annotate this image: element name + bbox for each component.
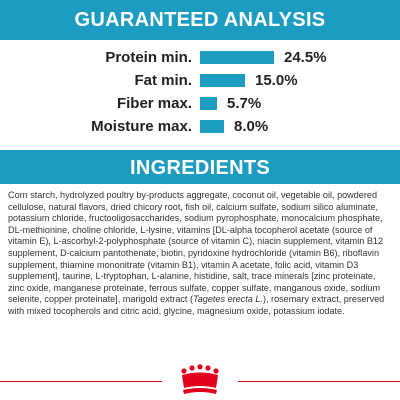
guaranteed-analysis-title: GUARANTEED ANALYSIS <box>74 9 326 31</box>
ingredients-text-latin-name: Tagetes erecta L. <box>193 294 263 305</box>
fiber-label: Fiber max. <box>116 95 192 112</box>
fat-bar <box>200 74 245 87</box>
fat-value: 15.0% <box>255 72 298 89</box>
protein-label: Protein min. <box>105 49 192 66</box>
moisture-label: Moisture max. <box>91 118 192 135</box>
footer-divider-right <box>238 381 400 382</box>
analysis-row-fat <box>0 71 400 91</box>
ingredients-text-main: Corn starch, hydrolyzed poultry by-products aggregate, coconut oil, vegetable oil, powdered cellulose, natural flavors, dried chicory root, fish oil, calcium sulfate, sodium silico aluminate, potassium chloride, fructooligosaccharides, sodium pyrophosphate, monocalcium phosphate, DL-methionine, choline chloride, L-lysine, vitamins [DL-alpha tocopherol acetate (source of vitamin E), L-ascorbyl-2-polyphosphate (source of vitamin C), niacin supplement, vitamin B12 supplement, D-calcium pantothenate, biotin, pyridoxine hydrochloride (vitamin B6), riboflavin supplement, thiamine mononitrate (vitamin B1), vitamin A acetate, folic acid, vitamin D3 supplement], taurine, L-tryptophan, L-alanine, histidine, salt, trace minerals [zinc proteinate, zinc oxide, manganese proteinate, ferrous sulfate, copper sulfate, manganous oxide, sodium selenite, copper proteinate], marigold extract ( <box>8 190 384 305</box>
royal-canin-crown-logo <box>170 364 230 398</box>
guaranteed-analysis-header <box>0 0 400 40</box>
footer <box>0 364 400 400</box>
ingredients-text-end: ), rosemary extract, preserved with mixed tocopherols and citric acid, glycine, magnesium oxide, potassium iodate. <box>8 294 385 316</box>
moisture-value: 8.0% <box>234 118 269 135</box>
analysis-row-fiber <box>0 94 400 114</box>
protein-bar <box>200 51 274 64</box>
ingredients-header <box>0 150 400 184</box>
fiber-bar <box>200 97 217 110</box>
footer-divider-left <box>0 381 162 382</box>
fiber-value: 5.7% <box>227 95 262 112</box>
fat-label: Fat min. <box>134 72 192 89</box>
moisture-bar <box>200 120 224 133</box>
ingredients-list <box>8 190 394 318</box>
protein-value: 24.5% <box>284 49 327 66</box>
analysis-row-protein <box>0 48 400 68</box>
ingredients-title: INGREDIENTS <box>130 157 270 179</box>
analysis-row-moisture <box>0 117 400 137</box>
